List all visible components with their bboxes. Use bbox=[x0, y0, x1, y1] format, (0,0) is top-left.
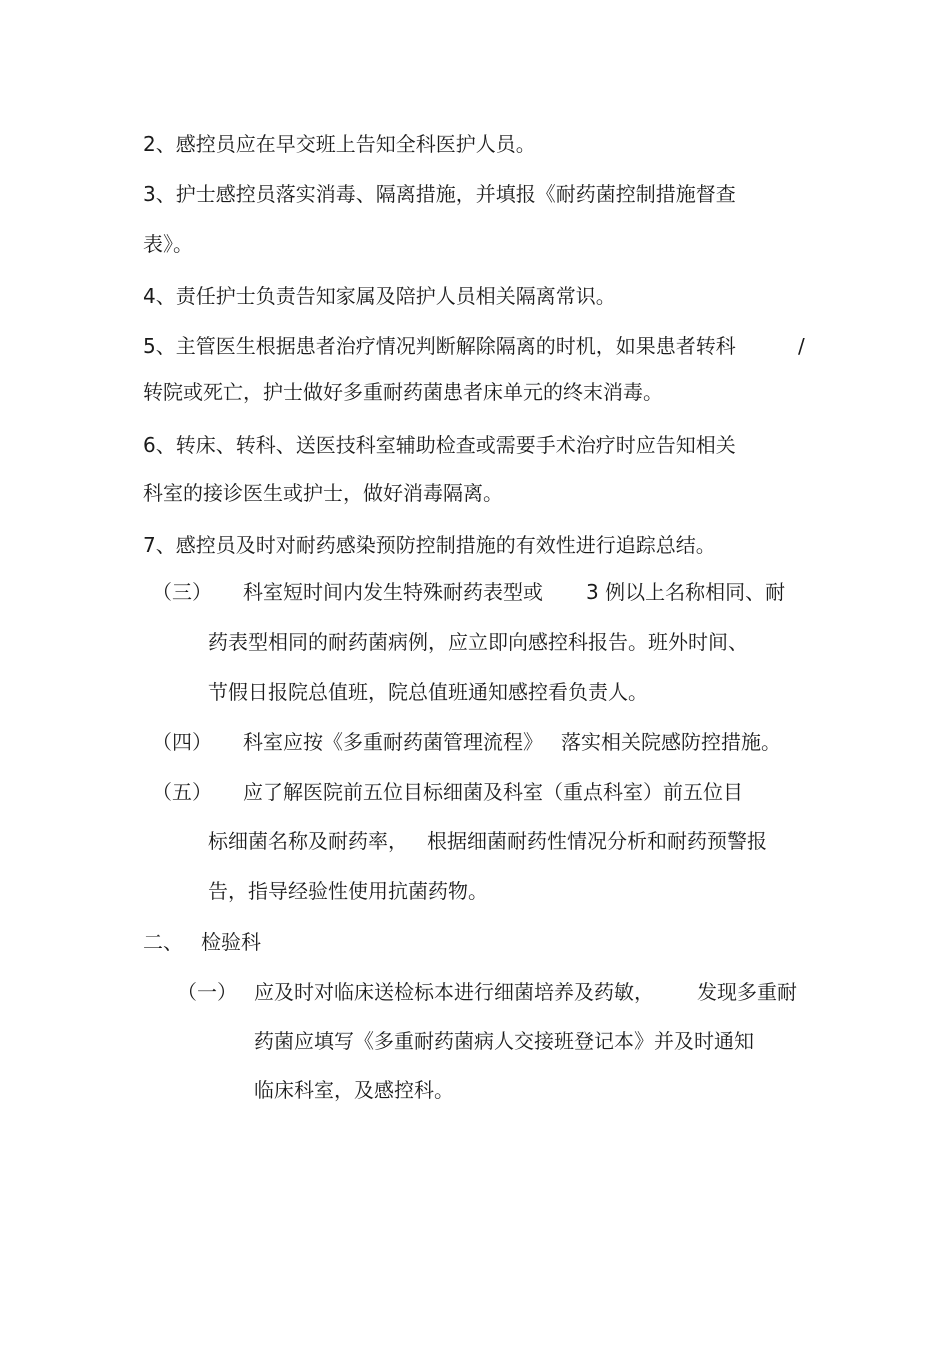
item-3 bbox=[143, 182, 736, 206]
item-5-continuation bbox=[143, 380, 663, 404]
section-5-label: （五） bbox=[152, 780, 212, 804]
item-5 bbox=[143, 334, 736, 358]
section-3-label: （三） bbox=[152, 580, 212, 604]
item-text: 主管医生根据患者治疗情况判断解除隔离的时机，如果患者转科 bbox=[175, 334, 736, 358]
item-text-continuation: 科室的接诊医生或护士，做好消毒隔离。 bbox=[143, 481, 503, 505]
item-2 bbox=[143, 132, 536, 156]
item-7 bbox=[143, 533, 716, 557]
item-number: 7、 bbox=[143, 533, 176, 557]
item-text: 感控员及时对耐药感染预防控制措施的有效性进行追踪总结。 bbox=[175, 533, 716, 557]
heading-2-number: 二、 bbox=[143, 930, 183, 954]
heading-2-title: 检验科 bbox=[201, 930, 261, 954]
section-4-text: 科室应按《多重耐药菌管理流程》 bbox=[243, 730, 543, 754]
lab-section-1-text: 应及时对临床送检标本进行细菌培养及药敏， bbox=[254, 980, 654, 1004]
item-text-continuation: 表》。 bbox=[143, 232, 193, 256]
section-5-continuation-1: 标细菌名称及耐药率， bbox=[208, 829, 408, 853]
item-text: 责任护士负责告知家属及陪护人员相关隔离常识。 bbox=[175, 284, 616, 308]
section-3-continuation-2: 节假日报院总值班，院总值班通知感控看负责人。 bbox=[208, 680, 648, 704]
item-text: 护士感控员落实消毒、隔离措施，并填报《耐药菌控制措施督查 bbox=[175, 182, 736, 206]
item-number: 5、 bbox=[143, 334, 176, 358]
lab-section-1-label: （一） bbox=[177, 980, 237, 1004]
section-5-continuation-1-tail: 根据细菌耐药性情况分析和耐药预警报 bbox=[427, 829, 767, 853]
section-3-text-tail: 3 例以上名称相同、耐 bbox=[586, 580, 786, 604]
item-text: 转床、转科、送医技科室辅助检查或需要手术治疗时应告知相关 bbox=[175, 433, 736, 457]
section-3-text: 科室短时间内发生特殊耐药表型或 bbox=[243, 580, 543, 604]
item-6 bbox=[143, 433, 736, 457]
section-4-text-tail: 落实相关院感防控措施。 bbox=[561, 730, 781, 754]
lab-section-1-text-tail: 发现多重耐 bbox=[697, 980, 797, 1004]
section-4-label: （四） bbox=[152, 730, 212, 754]
item-5-slash: / bbox=[798, 334, 805, 358]
section-5-continuation-2: 告，指导经验性使用抗菌药物。 bbox=[208, 879, 488, 903]
lab-section-1-continuation-2: 临床科室，及感控科。 bbox=[254, 1078, 454, 1102]
item-text-continuation: 转院或死亡，护士做好多重耐药菌患者床单元的终末消毒。 bbox=[143, 380, 663, 404]
item-number: 6、 bbox=[143, 433, 176, 457]
item-4 bbox=[143, 284, 616, 308]
item-number: 2、 bbox=[143, 132, 176, 156]
section-3-continuation-1: 药表型相同的耐药菌病例，应立即向感控科报告。班外时间、 bbox=[208, 630, 748, 654]
item-number: 3、 bbox=[143, 182, 176, 206]
lab-section-1-continuation-1: 药菌应填写《多重耐药菌病人交接班登记本》并及时通知 bbox=[254, 1029, 754, 1053]
item-number: 4、 bbox=[143, 284, 176, 308]
item-6-continuation bbox=[143, 481, 503, 505]
item-text: 感控员应在早交班上告知全科医护人员。 bbox=[175, 132, 536, 156]
section-5-text: 应了解医院前五位目标细菌及科室（重点科室）前五位目 bbox=[243, 780, 743, 804]
item-3-continuation bbox=[143, 232, 193, 256]
